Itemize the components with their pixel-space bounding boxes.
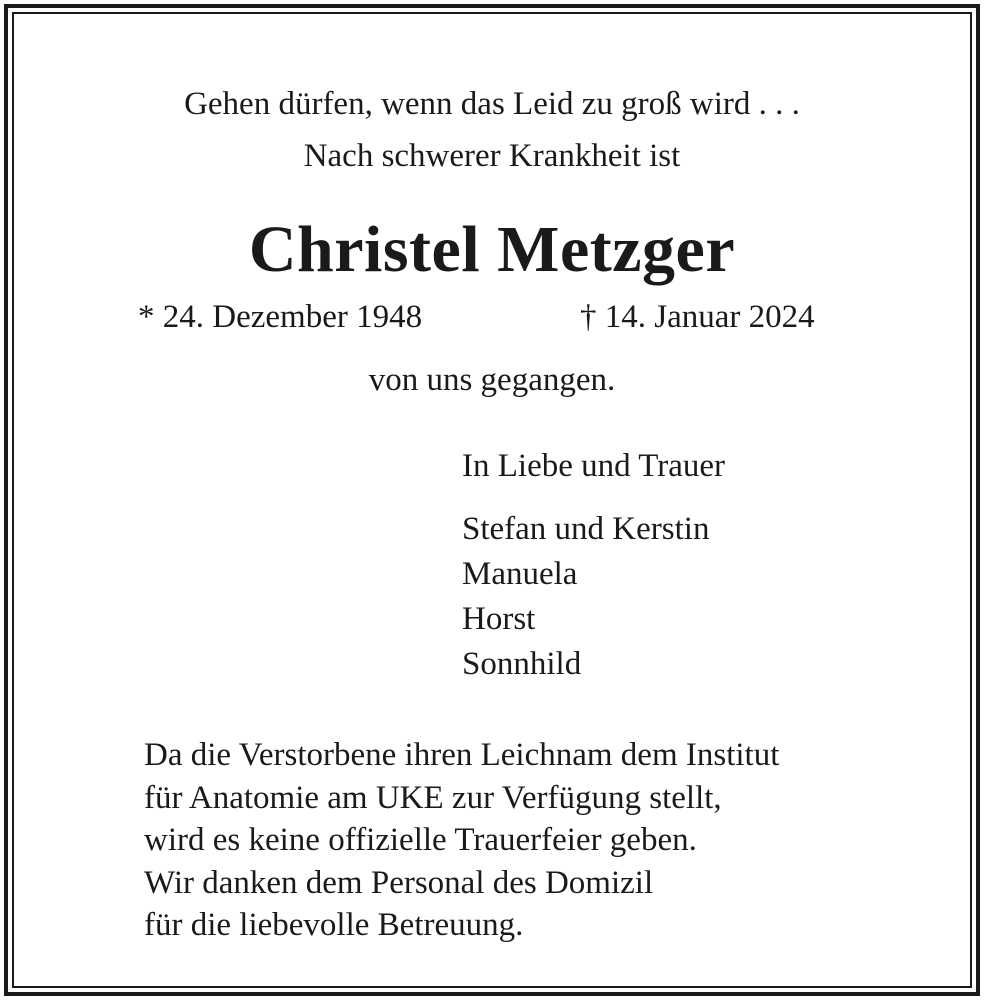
mourner-list	[462, 507, 709, 687]
mourner-name: Sonnhild	[462, 646, 582, 682]
mourning-phrase: In Liebe und Trauer	[462, 448, 726, 484]
passed-line: von uns gegangen.	[368, 362, 616, 398]
death-date: † 14. Januar 2024	[580, 299, 815, 335]
closing-line: für Anatomie am UKE zur Verfügung stellt,	[144, 779, 722, 816]
motto: Gehen dürfen, wenn das Leid zu groß wird . . .	[184, 86, 800, 122]
mourner-name: Stefan und Kerstin	[462, 511, 710, 547]
closing-line: Wir danken dem Personal des Domizil	[144, 864, 654, 901]
closing-line: für die liebevolle Betreuung.	[144, 907, 524, 943]
closing-line: wird es keine offizielle Trauerfeier geben.	[144, 822, 697, 858]
closing-line: Da die Verstorbene ihren Leichnam dem Institut	[144, 737, 780, 773]
deceased-name: Christel Metzger	[248, 213, 736, 286]
mourner-name: Horst	[462, 601, 536, 637]
intro-line: Nach schwerer Krankheit ist	[303, 138, 681, 174]
birth-date: * 24. Dezember 1948	[138, 299, 423, 335]
closing-paragraph	[144, 734, 779, 947]
mourner-name: Manuela	[462, 556, 578, 592]
